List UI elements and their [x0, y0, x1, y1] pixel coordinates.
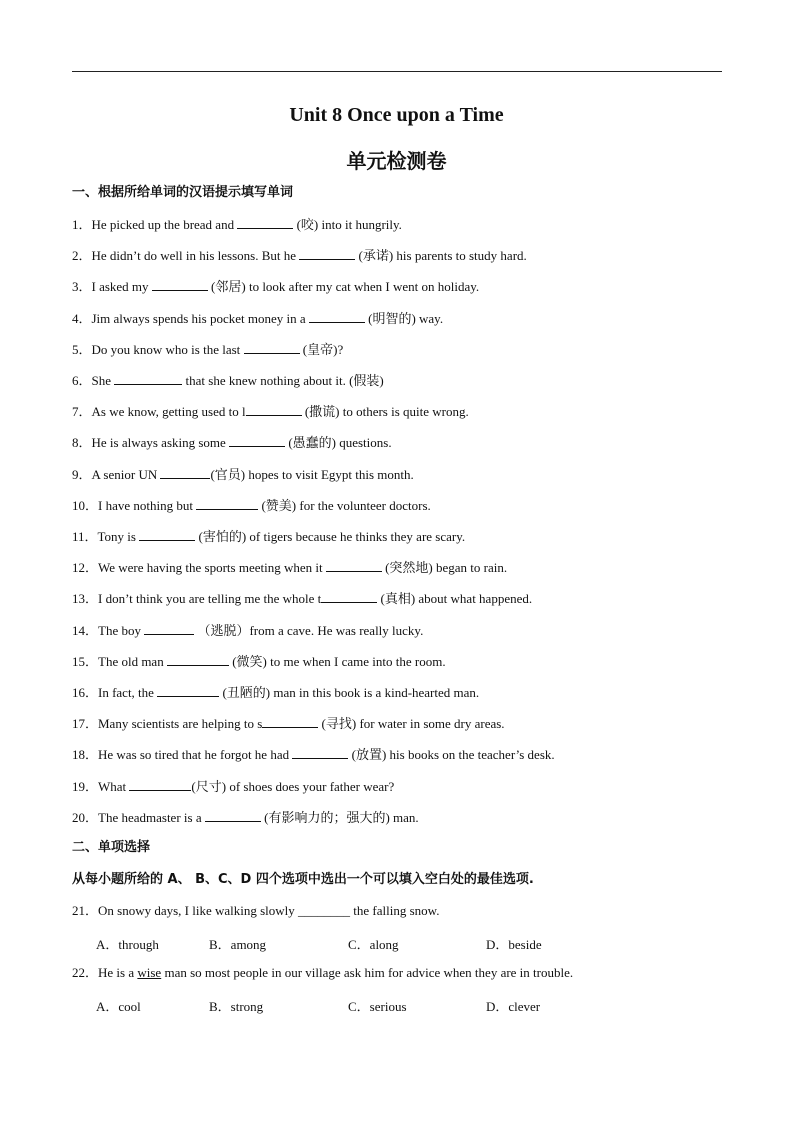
question-hint: (微笑) to me when I came into the room.: [228, 653, 446, 669]
question-14: [72, 622, 423, 639]
answer-blank[interactable]: [205, 809, 261, 822]
question-18: [72, 746, 555, 763]
question-hint: (放置) his books on the teacher’s desk.: [348, 747, 555, 763]
question-text: 15．The old man: [72, 653, 167, 669]
answer-blank[interactable]: [229, 434, 285, 447]
question-hint: (撒谎) to others is quite wrong.: [301, 404, 469, 420]
question-hint: (赞美) for the volunteer doctors.: [258, 497, 431, 513]
header-rule: [72, 71, 722, 72]
section2-heading: 二、单项选择: [72, 840, 151, 855]
question-13: [72, 590, 532, 607]
question-text: 17．Many scientists are helping to s: [72, 716, 263, 732]
question-16: [72, 684, 479, 701]
answer-blank[interactable]: [246, 403, 302, 416]
question-20: [72, 809, 419, 826]
question-hint: (突然地) began to rain.: [381, 560, 508, 576]
question-22-post: man so most people in our village ask him for advice when they are in trouble.: [161, 965, 574, 980]
question-hint: (官员) hopes to visit Egypt this month.: [210, 466, 414, 482]
answer-blank[interactable]: [114, 372, 182, 385]
question-8: [72, 434, 392, 451]
question-text: 9．A senior UN: [72, 466, 161, 482]
answer-blank[interactable]: [244, 341, 300, 354]
section2-instruction: 从每小题所给的 A、 B、C、D 四个选项中选出一个可以填入空白处的最佳选项.: [72, 872, 534, 887]
question-4: [72, 310, 443, 327]
question-hint: （逃脱）from a cave. He was really lucky.: [194, 622, 424, 638]
question-hint: (咬) into it hungrily.: [293, 217, 402, 232]
question-hint: (明智的) way.: [364, 310, 444, 326]
question-5: [72, 341, 343, 358]
question-hint: (尺寸) of shoes does your father wear?: [191, 778, 395, 794]
answer-blank[interactable]: [167, 653, 229, 666]
question-hint: (寻找) for water in some dry areas.: [318, 716, 505, 732]
question-text: 4．Jim always spends his pocket money in a: [72, 310, 309, 326]
question-hint: (害怕的) of tigers because he thinks they are scary.: [195, 529, 466, 544]
answer-blank[interactable]: [321, 590, 377, 603]
answer-blank[interactable]: [144, 622, 194, 635]
question-3: [72, 278, 479, 295]
option-a[interactable]: A．cool: [96, 999, 141, 1014]
answer-blank[interactable]: [299, 247, 355, 260]
question-hint: (皇帝)?: [299, 341, 344, 357]
question-text: 13．I don’t think you are telling me the whole t: [72, 591, 322, 607]
question-text: 16．In fact, the: [72, 685, 158, 700]
question-text: 1．He picked up the bread and: [72, 217, 238, 232]
question-12: [72, 559, 507, 576]
question-text: 18．He was so tired that he forgot he had: [72, 747, 293, 763]
question-text: 5．Do you know who is the last: [72, 341, 244, 357]
answer-blank[interactable]: [237, 216, 293, 229]
answer-blank[interactable]: [262, 715, 318, 728]
question-22-pre: 22．He is a: [72, 965, 138, 980]
question-15: [72, 653, 446, 670]
question-hint: (真相) about what happened.: [377, 591, 533, 607]
option-a[interactable]: A．through: [96, 937, 159, 952]
question-10: [72, 497, 431, 514]
option-d[interactable]: D．beside: [486, 937, 542, 952]
question-1: [72, 216, 402, 233]
question-21: 21．On snowy days, I like walking slowly ________ the falling snow.: [72, 903, 440, 918]
question-17: [72, 715, 505, 732]
question-hint: (有影响力的；强大的) man.: [260, 809, 419, 825]
option-c[interactable]: C．along: [348, 937, 399, 952]
question-6: [72, 372, 384, 389]
question-text: 19．What: [72, 778, 130, 794]
answer-blank[interactable]: [326, 559, 382, 572]
answer-blank[interactable]: [292, 746, 348, 759]
question-text: 12．We were having the sports meeting when it: [72, 560, 326, 576]
question-22: [72, 965, 573, 981]
answer-blank[interactable]: [129, 778, 191, 791]
answer-blank[interactable]: [196, 497, 258, 510]
option-b[interactable]: B．among: [209, 937, 267, 952]
option-c[interactable]: C．serious: [348, 999, 407, 1014]
answer-blank[interactable]: [139, 528, 195, 541]
question-text: 14．The boy: [72, 622, 145, 638]
document-title: Unit 8 Once upon a Time: [289, 104, 504, 126]
question-text: 7．As we know, getting used to l: [72, 404, 246, 420]
answer-blank[interactable]: [152, 278, 208, 291]
section1-heading: 一、根据所给单词的汉语提示填写单词: [72, 185, 294, 200]
question-text: 2．He didn’t do well in his lessons. But he: [72, 248, 300, 264]
question-hint: (愚蠢的) questions.: [285, 435, 392, 451]
question-hint: (邻居) to look after my cat when I went on holiday.: [207, 279, 480, 295]
option-d[interactable]: D．clever: [486, 999, 541, 1014]
question-19: [72, 778, 394, 795]
answer-blank[interactable]: [309, 310, 365, 323]
question-hint: that she knew nothing about it. (假装): [182, 373, 384, 388]
question-text: 20．The headmaster is a: [72, 809, 205, 825]
question-text: 3．I asked my: [72, 279, 152, 295]
question-text: 10．I have nothing but: [72, 497, 197, 513]
question-hint: (丑陋的) man in this book is a kind-hearted man.: [219, 685, 480, 700]
question-7: [72, 403, 469, 420]
question-text: 8．He is always asking some: [72, 435, 230, 451]
question-11: [72, 528, 465, 545]
answer-blank[interactable]: [157, 684, 219, 697]
answer-blank[interactable]: [160, 466, 210, 479]
underlined-word: wise: [137, 965, 162, 980]
question-text: 6．She: [72, 373, 115, 388]
document-subtitle: 单元检测卷: [346, 149, 447, 173]
question-2: [72, 247, 527, 264]
option-b[interactable]: B．strong: [209, 999, 264, 1014]
question-hint: (承诺) his parents to study hard.: [355, 248, 527, 264]
question-text: 11．Tony is: [72, 529, 140, 544]
question-9: [72, 466, 414, 483]
